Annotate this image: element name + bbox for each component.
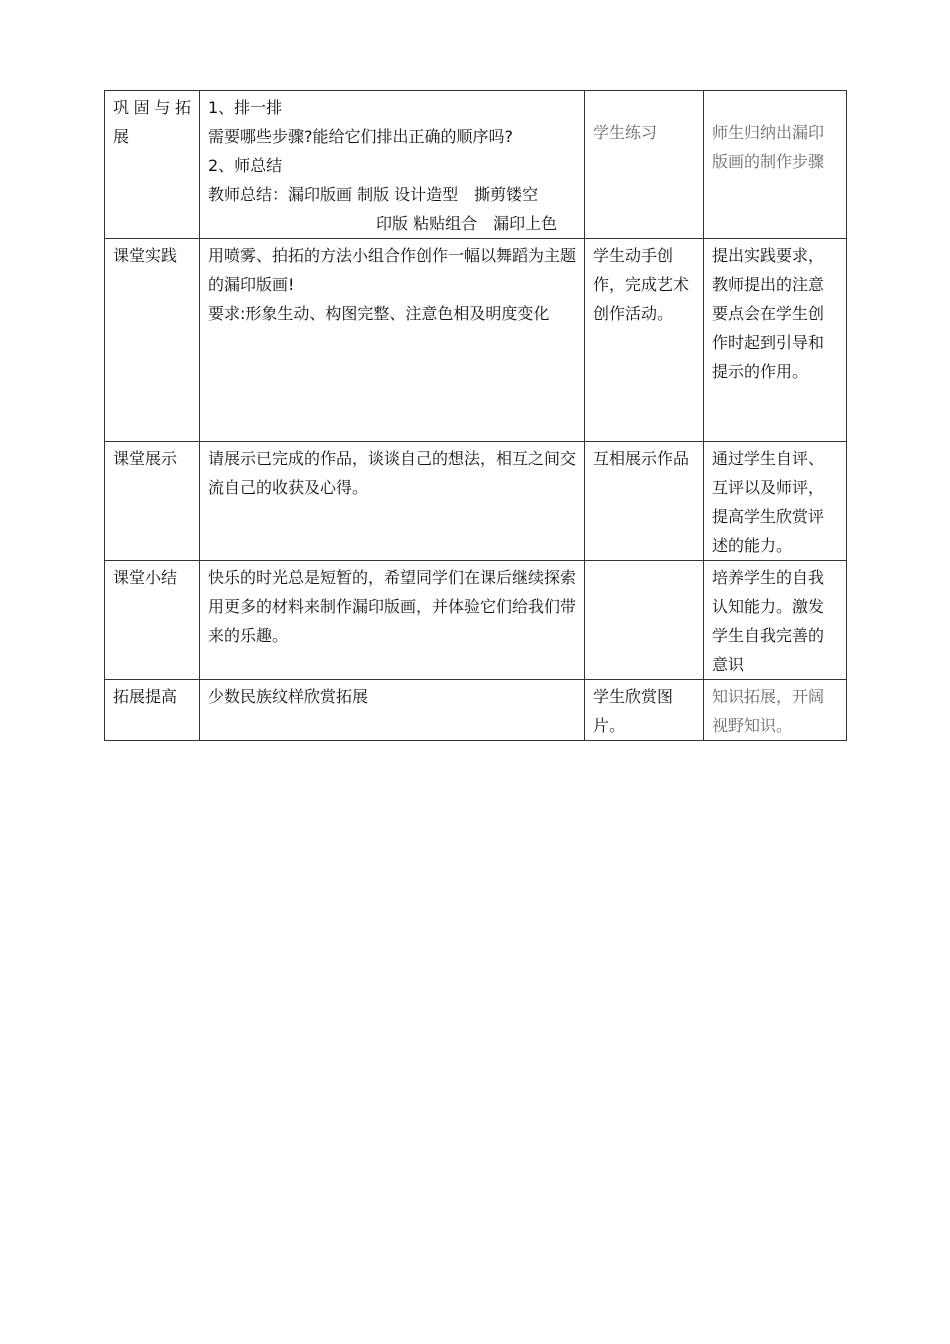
- design-intent: 通过学生自评、互评以及师评，提高学生欣赏评述的能力。: [712, 449, 825, 555]
- design-intent: 知识拓展，开阔视野知识。: [712, 687, 825, 735]
- section-cell: [105, 442, 200, 561]
- design-intent-cell: [704, 239, 847, 442]
- content-text: 快乐的时光总是短暂的，希望同学们在课后继续探索用更多的材料来制作漏印版画，并体验它们给我们带来的乐趣。: [208, 568, 577, 645]
- table-row: [105, 91, 847, 239]
- content-line: 教师总结：漏印版画 制版 设计造型 撕剪镂空: [208, 185, 539, 204]
- design-intent-cell: [704, 680, 847, 741]
- content-line: 要求:形象生动、构图完整、注意色相及明度变化: [208, 304, 550, 323]
- section-label: 巩固与拓展: [113, 98, 191, 146]
- student-activity: 互相展示作品: [593, 449, 690, 468]
- student-activity: 学生动手创作，完成艺术创作活动。: [593, 246, 690, 323]
- student-activity-cell: [585, 91, 704, 239]
- lesson-plan-table: [104, 90, 847, 741]
- content-cell: [200, 239, 585, 442]
- section-label: 课堂小结: [113, 568, 178, 587]
- content-cell: [200, 91, 585, 239]
- table-row: [105, 442, 847, 561]
- content-cell: [200, 442, 585, 561]
- section-label: 拓展提高: [113, 687, 178, 706]
- design-intent: 培养学生的自我认知能力。激发学生自我完善的意识: [712, 568, 825, 674]
- design-intent-cell: [704, 442, 847, 561]
- content-line: 2、师总结: [208, 156, 283, 175]
- student-activity-cell: [585, 561, 704, 680]
- student-activity: 学生欣赏图片。: [593, 687, 674, 735]
- section-label: 课堂实践: [113, 246, 178, 265]
- table-row: [105, 680, 847, 741]
- table-row: [105, 239, 847, 442]
- section-label: 课堂展示: [113, 449, 178, 468]
- section-cell: [105, 561, 200, 680]
- content-text: 请展示已完成的作品，谈谈自己的想法，相互之间交流自己的收获及心得。: [208, 449, 577, 497]
- section-cell: [105, 680, 200, 741]
- student-activity-cell: [585, 680, 704, 741]
- table-row: [105, 561, 847, 680]
- content-cell: [200, 680, 585, 741]
- student-activity-cell: [585, 442, 704, 561]
- design-intent-cell: [704, 91, 847, 239]
- content-line: 需要哪些步骤?能给它们排出正确的顺序吗?: [208, 127, 513, 146]
- content-cell: [200, 561, 585, 680]
- design-intent-cell: [704, 561, 847, 680]
- design-intent: 师生归纳出漏印版画的制作步骤: [712, 123, 825, 171]
- content-text: 少数民族纹样欣赏拓展: [208, 687, 369, 706]
- section-cell: [105, 91, 200, 239]
- design-intent: 提出实践要求，教师提出的注意要点会在学生创作时起到引导和提示的作用。: [712, 246, 825, 381]
- content-line: 印版 粘贴组合 漏印上色: [376, 214, 558, 233]
- student-activity-cell: [585, 239, 704, 442]
- section-cell: [105, 239, 200, 442]
- content-line: 1、排一排: [208, 98, 283, 117]
- student-activity: 学生练习: [593, 123, 658, 142]
- content-line: 用喷雾、拍拓的方法小组合作创作一幅以舞蹈为主题的漏印版画!: [208, 246, 577, 294]
